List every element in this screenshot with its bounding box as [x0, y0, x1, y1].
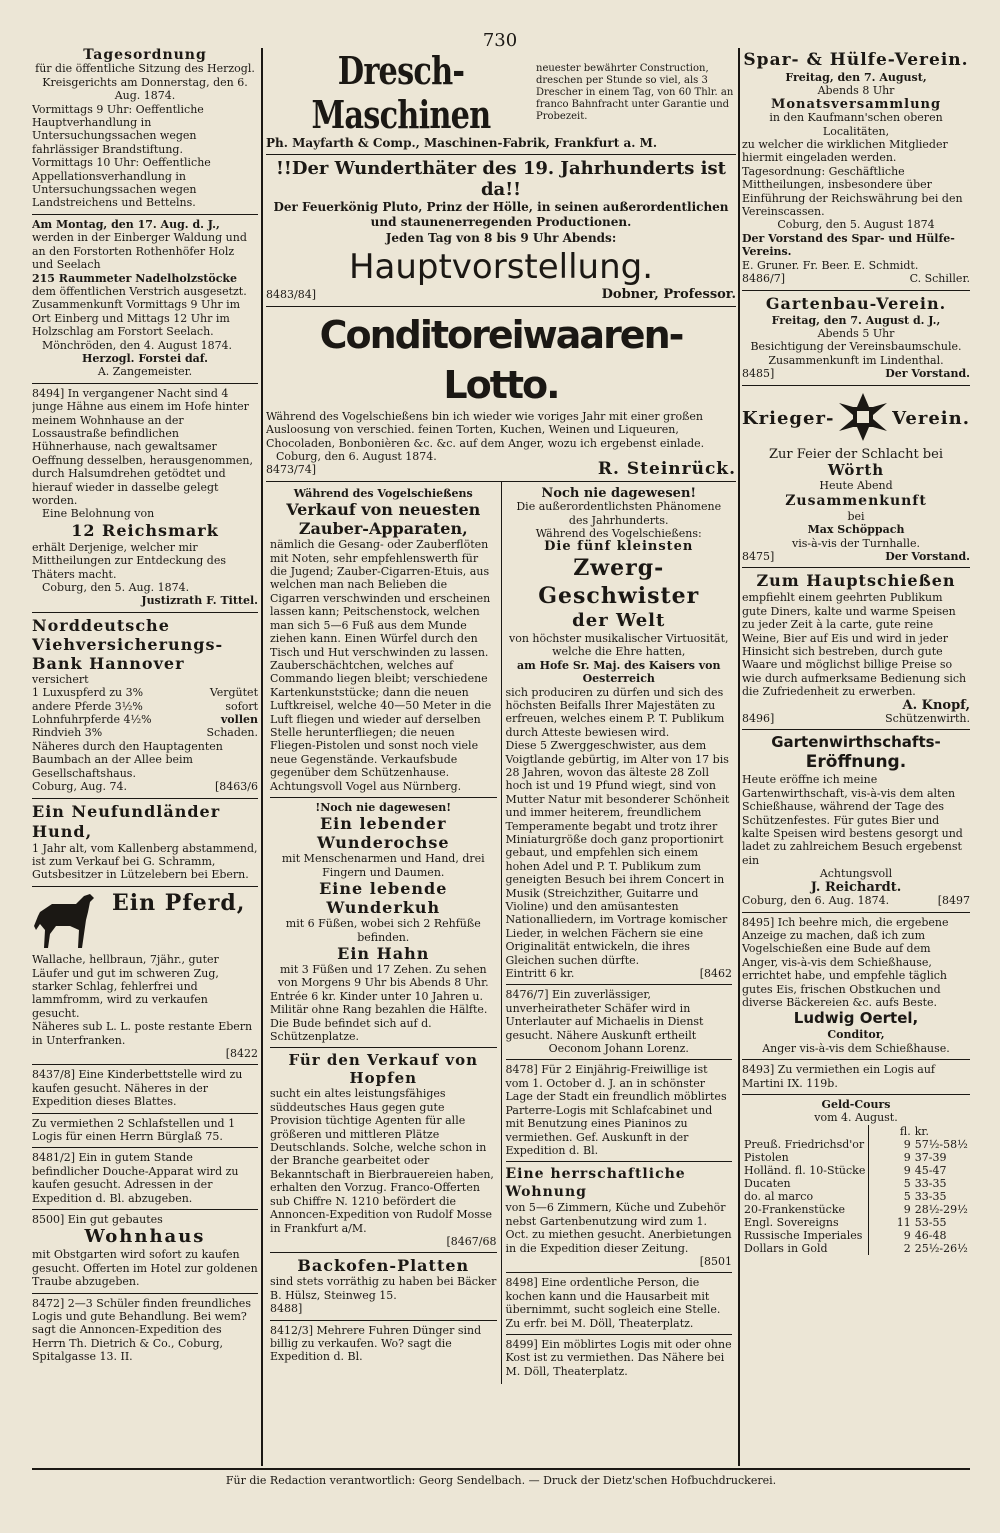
ad-dreschmaschinen — [266, 46, 736, 155]
ad-footer-row — [266, 459, 736, 480]
ad-title: der Welt — [572, 609, 666, 631]
ad-text: 8476/7] Ein zuverlässiger, unverheiratheter Schäfer wird in Unterlauter auf Michaelis in Dienst gesucht. Nähere Auskunft ertheilt — [505, 988, 704, 1042]
table-cell: Dollars in Gold — [744, 1241, 828, 1255]
ad-text: sind stets vorräthig zu haben bei Bäcker B. Hülsz, Steinweg 15. — [270, 1275, 497, 1302]
table-cell: Ducaten — [744, 1176, 791, 1190]
ad-text: mit Menschenarmen und Hand, drei Fingern und Daumen. — [281, 852, 485, 879]
ad-text: Vormittags 9 Uhr: Oeffentliche Hauptverhandlung in Untersuchungssachen wegen fahrlässiger Brandstiftung. — [32, 102, 204, 156]
ad-text: Mönchröden, den 4. August 1874. — [42, 338, 233, 352]
ad-title: Gartenbau-Verein. — [765, 293, 947, 313]
ad-text: 8478] Für 2 Einjährig-Freiwillige ist vom 1. October d. J. an in schönster Lage der Stadt ein freundlich möblirtes Parterre-Logis mit Schlafcabinet und mit Benutzung eines Pianinos zu vermiethen. Gef. Auskunft in der Expedition d. Bl. — [505, 1063, 727, 1157]
ad-text: Noch nie dagewesen! — [541, 485, 697, 501]
ad-title: Am Montag, den 17. Aug. d. J., — [32, 217, 220, 231]
ad-title: Eröffnung. — [805, 752, 907, 773]
ad-text: vom 4. August. — [814, 1111, 898, 1125]
column-rule — [261, 48, 263, 1466]
ad-text: erhält Derjenige, welcher mir Mittheilungen zur Entdeckung des Thäters macht. — [32, 540, 227, 581]
ad-title: Conditoreiwaaren-Lotto. — [319, 312, 683, 407]
table-cell: 9 — [868, 1229, 913, 1242]
table-cell: do. al marco — [744, 1189, 814, 1203]
table-cell: 25½-26½ — [914, 1241, 968, 1255]
rate-note: Schaden. — [206, 726, 258, 740]
ad-zwerge — [506, 484, 733, 986]
ad-text: Zu vermiethen 2 Schlafstellen und 1 Logis für einen Herrn Bürglaß 75. — [32, 1116, 236, 1143]
rate-row — [32, 713, 258, 726]
ad-ref: 8473/74] — [266, 463, 316, 477]
ad-footer-row — [742, 367, 970, 380]
ad-text: mit 6 Füßen, wobei sich 2 Rehfüße befinden. — [285, 917, 481, 944]
ad-title: Eine lebende Wunderkuh — [319, 879, 448, 918]
ad-logis-martini — [742, 1060, 970, 1095]
ad-footer-row — [266, 288, 736, 301]
table-cell: 9 — [868, 1164, 913, 1177]
ad-signature: Der Vorstand des Spar- und Hülfe-Vereins. — [742, 231, 955, 259]
ad-signature: A. Zangemeister. — [97, 365, 193, 379]
ad-footer-row — [32, 780, 258, 793]
ad-text: in den Kaufmann'schen oberen Localitäten, — [769, 111, 943, 138]
ad-text: 8412/3] Mehrere Fuhren Dünger sind billig zu verkaufen. Wo? sagt die Expedition d. Bl. — [270, 1323, 482, 1364]
ad-text: Näheres durch den Hauptagenten Baumbach an der Allee beim Gesellschaftshaus. — [32, 739, 223, 780]
ad-ref: 8483/84] — [266, 288, 316, 302]
table-cell: Preuß. Friedrichsd'or — [744, 1137, 865, 1151]
ad-signature: A. Knopf, — [902, 697, 970, 713]
ad-moebl-logis — [506, 1335, 733, 1382]
rate-label: Lohnfuhrpferde 4½% — [32, 713, 152, 727]
ad-text: Während des Vogelschießens: — [535, 527, 702, 541]
ad-signature: R. Steinrück. — [597, 459, 736, 480]
rate-row — [32, 700, 258, 713]
table-cell: 9 — [868, 1138, 913, 1151]
ad-footer-row — [742, 894, 970, 907]
ad-text: Jeden Tag von 8 bis 9 Uhr Abends: — [385, 231, 617, 246]
ad-text: 8499] Ein möblirtes Logis mit oder ohne Kost ist zu vermiethen. Das Nähere bei M. Döll, Theaterplatz. — [505, 1337, 732, 1378]
ad-text: Anger vis-à-vis dem Schießhause. — [762, 1041, 950, 1055]
column-left — [32, 46, 258, 1468]
ad-kinderbett — [32, 1065, 258, 1113]
ad-title: Ein Pferd, — [112, 889, 246, 916]
ad-sparverein — [742, 46, 970, 291]
ad-text: zu welcher die wirklichen Mitglieder hiermit eingeladen werden. — [742, 138, 948, 165]
ad-wunderochse — [270, 798, 497, 1048]
ad-signature: Dobner, Professor. — [601, 287, 736, 303]
table-cell: 57½-58½ — [914, 1137, 968, 1151]
ad-text: empfiehlt einem geehrten Publikum gute Diners, kalte und warme Speisen zu jeder Zeit à la carte, gute reine Weine, Bier auf Eis und wird in jeder Hinsicht sich bestreben, durch gute Waare und möglichst billige Preise so wie durch aufmerksame Bedienung sich die Zufriedenheit zu erwerben. — [742, 591, 967, 699]
ad-text: Heute Abend — [819, 479, 893, 493]
ad-place: Coburg, den 6. Aug. 1874. — [742, 894, 890, 908]
ad-title: Ein Hahn — [337, 944, 430, 963]
ad-text: vis-à-vis der Turnhalle. — [792, 536, 920, 550]
ad-text: Freitag, den 7. August, — [785, 71, 927, 84]
ad-title: Zwerg-Geschwister — [538, 554, 700, 609]
ad-text: Coburg, den 5. August 1874 — [777, 218, 935, 232]
imprint-footer: Für die Redaction verantwortlich: Georg Sendelbach. — Druck der Dietz'schen Hofbuchdruckerei. — [225, 1474, 777, 1487]
ad-ref: 8488] — [270, 1302, 303, 1316]
ad-gartenbau — [742, 291, 970, 386]
table-cell: 9 — [868, 1151, 913, 1164]
ad-text: am Hofe Sr. Maj. des Kaisers von Oesterreich — [516, 658, 721, 686]
table-cell: Pistolen — [744, 1150, 789, 1164]
ad-text: Während des Vogelschießens bin ich wieder wie voriges Jahr mit einer großen Ausloosung von verschied. feinen Torten, Kuchen, Weinen und Liqueuren, Chocoladen, Bonbonièren &c. &c. auf dem Anger, wozu ich ergebenst einlade. — [266, 409, 705, 450]
exchange-table — [742, 1125, 970, 1255]
ad-ref: 8475] — [742, 549, 775, 563]
ad-conditor — [742, 913, 970, 1061]
table-cell: 46-48 — [914, 1228, 947, 1242]
ad-signature: Herzogl. Forstei daf. — [82, 351, 208, 365]
ad-tagesordnung — [32, 46, 258, 215]
ad-text: Coburg, den 6. August 1874. — [276, 450, 437, 464]
table-cell: 33-35 — [914, 1176, 947, 1190]
ad-wohnhaus — [32, 1210, 258, 1294]
ad-backofen — [270, 1253, 497, 1320]
rate-note: vollen — [220, 713, 258, 727]
ad-signature: Oeconom Johann Lorenz. — [548, 1042, 689, 1056]
ad-title: Geld-Cours — [821, 1097, 891, 1111]
ad-signature: Der Vorstand. — [885, 549, 970, 563]
ad-signature: J. Reichardt. — [810, 879, 902, 895]
ad-text: 8472] 2—3 Schüler finden freundliches Logis und gute Behandlung. Bei wem? sagt die Annoncen-Expedition des Herrn Th. Dietrich & Co., Coburg, Spitalgasse 13. II. — [32, 1296, 251, 1364]
ad-title: Hauptvorstellung. — [348, 247, 654, 288]
ad-title: Eine herrschaftliche Wohnung — [505, 1166, 686, 1201]
ad-text: 8498] Eine ordentliche Person, die kochen kann und die Hausarbeit mit übernimmt, sucht sogleich eine Stelle. Zu erfr. bei M. Döll, Theaterplatz. — [505, 1276, 721, 1330]
ad-title: 12 Reichsmark — [71, 520, 219, 540]
ad-title: Spar- & Hülfe-Verein. — [743, 50, 969, 70]
ad-title: Wörth — [827, 461, 885, 480]
table-cell: 5 — [868, 1190, 913, 1203]
ad-title: Wohnhaus — [84, 1226, 206, 1248]
ad-text: 8493] Zu vermiethen ein Logis auf Martini IX. 119b. — [742, 1063, 935, 1090]
ad-viehversicherung — [32, 613, 258, 799]
ad-text: von höchster musikalischer Virtuosität, welche die Ehre hatten, — [508, 631, 729, 659]
ad-title: !!Der Wunderthäter des 19. Jahrhunderts ist da!! — [276, 158, 726, 201]
table-row — [742, 1242, 970, 1255]
ad-ref: 8486/7] — [742, 272, 785, 286]
table-row — [742, 1229, 970, 1242]
ad-title: Dresch-Maschinen — [311, 48, 491, 137]
table-header — [742, 1125, 970, 1138]
ad-signature: Achtungsvoll Vogel aus Nürnberg. — [270, 779, 462, 793]
ad-footer-row — [742, 712, 970, 725]
ad-text: Während des Vogelschießens — [293, 486, 473, 500]
footer-rule — [32, 1468, 970, 1470]
ad-duenger — [270, 1321, 497, 1368]
ad-text: Ph. Mayfarth & Comp., Maschinen-Fabrik, Frankfurt a. M. — [266, 136, 658, 150]
ad-text: für die öffentliche Sitzung des Herzogl. Kreisgerichts am Donnerstag, den 6. Aug. 1874. — [35, 62, 255, 103]
ad-ref: [8467/68 — [446, 1234, 497, 1248]
rate-row — [32, 726, 258, 739]
column-header: fl. — [868, 1125, 913, 1138]
rate-row — [32, 686, 258, 699]
column-header: kr. — [914, 1124, 929, 1138]
table-cell: Russische Imperiales — [744, 1228, 863, 1242]
ad-schlafstellen — [32, 1114, 258, 1149]
geld-cours — [742, 1095, 970, 1259]
ad-text: mit 3 Füßen und 17 Zehen. Zu sehen von Morgens 9 Uhr bis Abends 8 Uhr. — [277, 963, 489, 990]
ad-title: Monatsversammlung — [770, 96, 942, 112]
ad-text: Die fünf kleinsten — [544, 539, 694, 555]
table-row — [742, 1203, 970, 1216]
ad-title: Gartenwirthschafts- — [771, 733, 941, 752]
rate-note: sofort — [225, 699, 258, 713]
table-cell: Holländ. fl. 10-Stücke — [744, 1163, 866, 1177]
ad-text: 8481/2] Ein in gutem Stande befindlicher Douche-Apparat wird zu kaufen gesucht. Adressen in der Expedition d. Bl. abzugeben. — [32, 1151, 239, 1205]
ad-text: 8437/8] Eine Kinderbettstelle wird zu kaufen gesucht. Näheres in der Expedition dieses Blattes. — [32, 1068, 243, 1109]
table-cell: 5 — [868, 1177, 913, 1190]
table-row — [742, 1151, 970, 1164]
ad-belohnung — [32, 384, 258, 613]
ad-hauptschiessen — [742, 568, 970, 730]
ad-text: sucht ein altes leistungsfähiges süddeutsches Haus gegen gute Provision tüchtige Agenten für alle größeren und mittleren Plätze Deutschlands. Solche, welche schon in der Branche gearbeitet oder Bekanntschaft in Bierbrauereien haben, erhalten den Vorzug. Franco-Offerten sub Chiffre N. 1210 befördert die Annoncen-Expedition von Rudolf Mosse in Frankfurt a/M. — [270, 1087, 494, 1235]
ad-text: neuester bewährter Construction, dreschen per Stunde so viel, als 3 Drescher in einem Tag, von 60 Thlr. an franco Bahnfracht unter Garantie und Probezeit. — [536, 63, 734, 122]
rate-note: Vergütet — [209, 686, 258, 700]
ad-signature: C. Schiller. — [909, 272, 970, 286]
ad-text: Tagesordnung: Geschäftliche Mittheilungen, insbesondere über Einführung der Reichswährung bei den Vereinscassen. — [742, 164, 963, 219]
ad-text: Entrée 6 kr. Kinder unter 10 Jahren u. Militär ohne Rang bezahlen die Hälfte. Die Bude befindet sich auf d. Schützenplatze. — [270, 989, 488, 1044]
ad-footer-row — [742, 550, 970, 563]
ad-person — [506, 1273, 733, 1335]
ad-text: Abends 8 Uhr — [817, 84, 895, 98]
ad-text: Abends 5 Uhr — [817, 326, 895, 340]
ad-place: Coburg, Aug. 74. — [32, 780, 128, 794]
ad-text: nämlich die Gesang- oder Zauberflöten mit Noten, sehr empfehlenswerth für die Jugend; Zauber-Cigarren-Etuis, aus welchen man nach Belieben die Cigarren verschwinden und erscheinen lassen kann; Peitschenstock, welchen man sich 5—6 Fuß aus dem Munde ziehen kann. Einen Würfel durch den Tisch und Hut verschwinden zu lassen. Zauberschächtchen, welches auf Commando liegen bleibt; verschiedene Kartenkunststücke; dann die neuen Luftkreisel, welche 40—50 Meter in die Luft fliegen und wieder auf derselben Stelle herunterfliegen; die neuen Fliegen-Pistolen und sonst noch viele neue Gegenstände. Verkaufsbude gegenüber dem Schützenhause. — [270, 538, 492, 780]
table-cell: 33-35 — [914, 1189, 947, 1203]
table-cell: 20-Frankenstücke — [744, 1202, 845, 1216]
table-row — [742, 1138, 970, 1151]
ad-hund — [32, 799, 258, 887]
ad-pferd — [32, 887, 258, 1066]
ad-text: Der Feuerkönig Pluto, Prinz der Hölle, in seinen außerordentlichen und staunenerregenden Productionen. — [273, 200, 729, 230]
ad-text: werden in der Einberger Waldung und an den Forstorten Rothenhöfer Holz und Seelach — [32, 231, 247, 272]
ad-wohnung — [506, 1162, 733, 1273]
ad-schueler — [32, 1294, 258, 1368]
ad-title: Krieger- — [742, 407, 835, 429]
ad-title: Verein. — [892, 407, 970, 429]
ad-hopfen — [270, 1048, 497, 1253]
ad-title: Backofen-Platten — [297, 1256, 470, 1276]
ad-ref: [8462 — [699, 967, 732, 981]
ad-forstei — [32, 215, 258, 384]
ad-footer-row — [742, 272, 970, 285]
ad-text: !Noch nie dagewesen! — [315, 800, 452, 814]
ad-wunderthaeter — [266, 155, 736, 306]
ad-signature: Ludwig Oertel, — [793, 1009, 919, 1028]
column-rule — [738, 48, 740, 1466]
table-row — [742, 1164, 970, 1177]
ad-gartenwirthschaft — [742, 730, 970, 912]
ad-text: Zur Feier der Schlacht bei — [769, 446, 943, 462]
ad-text: bei — [847, 509, 865, 523]
ad-title: Norddeutsche Viehversicherungs-Bank Hannover — [32, 615, 224, 673]
ad-text: Max Schöppach — [807, 523, 905, 537]
ad-text: Conditor, — [827, 1028, 885, 1042]
ad-signature: E. Gruner. Fr. Beer. E. Schmidt. — [742, 258, 919, 272]
ad-douche — [32, 1148, 258, 1210]
table-cell: 2 — [868, 1242, 913, 1255]
table-cell: 28½-29½ — [914, 1202, 968, 1216]
ad-text: mit Obstgarten wird sofort zu kaufen gesucht. Offerten im Hotel zur goldenen Traube abzugeben. — [32, 1248, 258, 1289]
ad-text: Die außerordentlichsten Phänomene des Jahrhunderts. — [516, 500, 722, 527]
ad-text: Wallache, hellbraun, 7jähr., guter Läufer und gut im schweren Zug, starker Schlag, fehlerfrei und lammfromm, wird zu verkaufen gesucht. — [32, 953, 219, 1020]
table-cell: 37-39 — [914, 1150, 947, 1164]
ad-lotto — [266, 307, 736, 482]
iron-cross-icon — [835, 389, 891, 448]
rate-label: andere Pferde 3½% — [32, 699, 143, 713]
subcolumn-right — [501, 482, 737, 1384]
ad-signature: Justizrath F. Tittel. — [141, 594, 258, 608]
ad-text: von 5—6 Zimmern, Küche und Zubehör nebst Gartenbenutzung wird zum 1. Oct. zu miethen gesucht. Anerbietungen in die Expedition dieser Zeitung. — [505, 1201, 732, 1255]
table-cell: 9 — [868, 1203, 913, 1216]
ad-text: 8495] Ich beehre mich, die ergebene Anzeige zu machen, daß ich zum Vogelschießen eine Bude auf dem Anger, vis-à-vis dem Schießhause, errichtet habe, und empfehle täglich gutes Eis, frischen Obstkuchen und diverse Bäckereien &c. aufs Beste. — [742, 915, 949, 1009]
ad-text: 8500] Ein gut gebautes — [32, 1213, 163, 1227]
ad-text: Näheres sub L. L. poste restante Ebern in Unterfranken. — [32, 1020, 253, 1047]
ad-parterre-logis — [506, 1060, 733, 1162]
ad-ref: 8496] — [742, 712, 775, 726]
table-cell: 11 — [868, 1216, 913, 1229]
ad-price: Eintritt 6 kr. — [505, 967, 575, 981]
ad-text: 1 Jahr alt, vom Kallenberg abstammend, ist zum Verkauf bei G. Schramm, Gutsbesitzer in Lützelebern bei Ebern. — [32, 841, 258, 882]
ad-title: Zusammenkunft — [785, 492, 927, 509]
ad-text: dem öffentlichen Verstrich ausgesetzt. Zusammenkunft Vormittags 9 Uhr im Ort Einberg und Mittags 12 Uhr im Holzschlag am Forstort Seelach. — [32, 284, 247, 339]
ad-signature: Schützenwirth. — [885, 712, 970, 726]
ad-footer-row — [506, 967, 733, 980]
ad-ref: [8501 — [699, 1254, 732, 1268]
column-right — [742, 46, 970, 1468]
ad-zauber — [270, 484, 497, 798]
ad-text: sich produciren zu dürfen und sich des höchsten Beifalls Ihrer Majestäten zu erfreuen, welches einem P. T. Publikum durch Atteste bewiesen wird. — [505, 685, 725, 739]
ad-title: Tagesordnung — [83, 47, 207, 63]
two-column-block — [266, 482, 736, 1384]
table-row — [742, 1177, 970, 1190]
ad-text: Heute eröffne ich meine Gartenwirthschaft, vis-à-vis dem alten Schießhause, während der Tage des Schützenfestes. Für gutes Bier und kalte Speisen wird bestens gesorgt und ladet zu zahlreichem Besuch ergebenst ein — [742, 773, 963, 867]
ad-text: Eine Belohnung von — [42, 507, 155, 521]
ad-text: Besichtigung der Vereinsbaumschule. Zusammenkunft im Lindenthal. — [750, 340, 962, 367]
table-cell: Engl. Sovereigns — [744, 1215, 839, 1229]
ad-kriegerverein — [742, 386, 970, 569]
ad-ref: [8422 — [225, 1046, 258, 1060]
rate-label: Rindvieh 3% — [32, 726, 103, 740]
ad-text: Freitag, den 7. August d. J., — [771, 313, 941, 327]
ad-title: Ein lebender Wunderochse — [316, 814, 450, 853]
table-row — [742, 1216, 970, 1229]
ad-title: Ein Neufundländer Hund, — [32, 801, 221, 841]
ad-ref: [8463/6 — [215, 780, 258, 794]
ad-ref: 8485] — [742, 367, 775, 381]
ad-schaefer — [506, 985, 733, 1060]
ad-text: Coburg, den 5. Aug. 1874. — [42, 581, 190, 595]
table-cell: 45-47 — [914, 1163, 947, 1177]
table-row — [742, 1190, 970, 1203]
ad-ref: [8497 — [937, 894, 970, 908]
ad-text: 8494] In vergangener Nacht sind 4 junge Hähne aus einem im Hofe hinter meinem Wohnhause an der Lossaustraße befindlichen Hühnerhause, nach gewaltsamer Oeffnung desselben, herausgenommen, durch Halsumdrehen getödtet und hierauf wieder in dasselbe gelegt worden. — [32, 386, 253, 507]
ad-title: Zum Hauptschießen — [756, 571, 956, 591]
ad-signature: Der Vorstand. — [885, 367, 970, 381]
ad-text: Vormittags 10 Uhr: Oeffentliche Appellationsverhandlung in Untersuchungssachen wegen Landstreichens und Bettelns. — [32, 156, 211, 210]
ad-text: Achtungsvoll — [819, 867, 893, 881]
ad-text: versichert — [32, 672, 89, 686]
ad-text: 215 Raummeter Nadelholzstöcke — [32, 271, 238, 285]
subcolumn-left — [266, 482, 501, 1384]
column-middle — [266, 46, 736, 1468]
rate-label: 1 Luxuspferd zu 3% — [32, 686, 144, 700]
ad-text: Diese 5 Zwerggeschwister, aus dem Voigtlande gebürtig, im Alter von 17 bis 28 Jahren, wovon das älteste 28 Zoll hoch ist und 19 Pfund wiegt, sind von Mutter Natur mit besonderer Schönheit und immer heiterem, freundlichem Temperamente begabt und trotz ihrer Miniaturgröße doch ganz proportionirt gebaut, und empfehlen sich einem hohen Adel und P. T. Publikum zum geneigten Besuch bei ihrem Concert in Musik (Streichzither, Guitarre und Violine) und den amüsantesten Nationalliedern, im Vortrage komischer Lieder, in welchen Fächern sie eine Originalität entwickeln, die ihres Gleichen suchen dürfte. — [505, 739, 730, 967]
ad-title: Verkauf von neuesten Zauber-Apparaten, — [286, 500, 481, 539]
horse-icon — [32, 890, 106, 953]
page-number: 730 — [482, 30, 518, 51]
ad-title: Für den Verkauf von Hopfen — [288, 1051, 479, 1088]
table-cell: 53-55 — [914, 1215, 947, 1229]
